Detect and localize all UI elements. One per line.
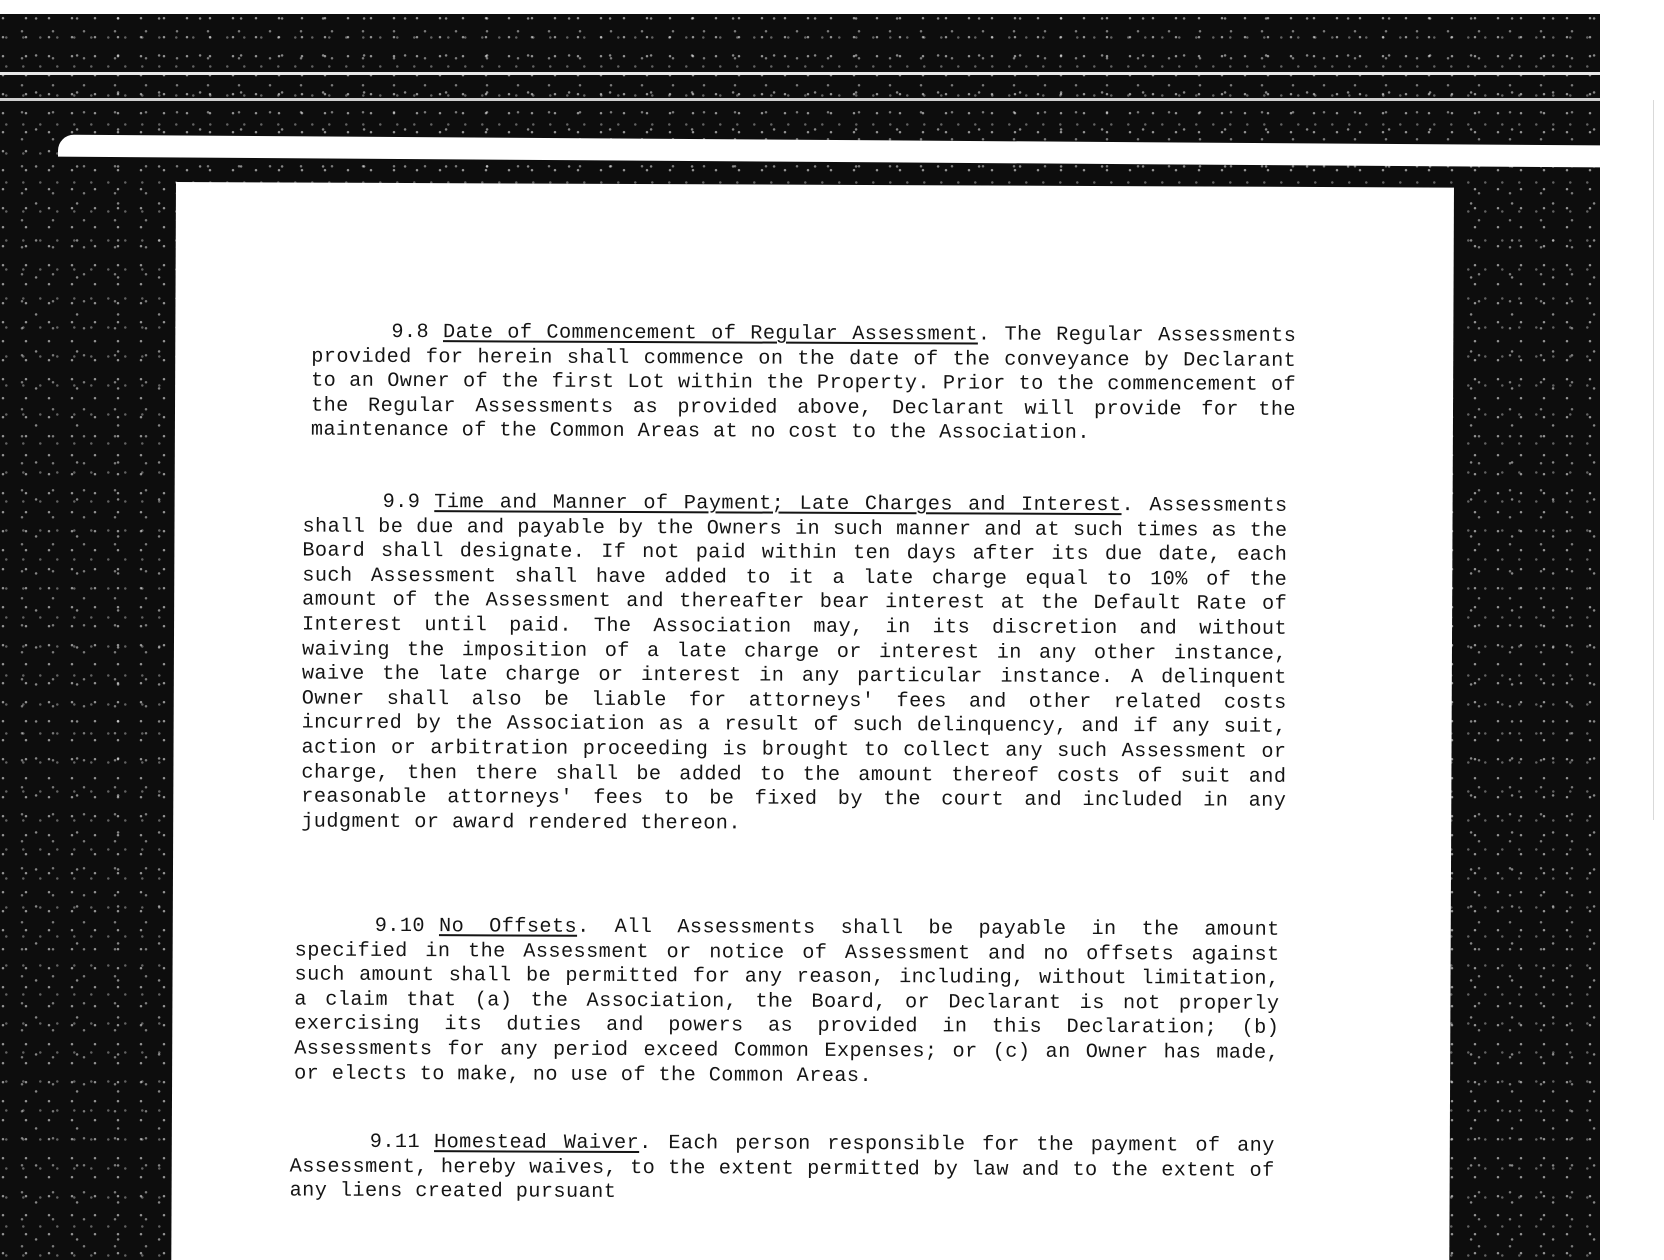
scan-edge-line <box>0 72 1600 75</box>
section-9-8 <box>311 321 1297 448</box>
section-9-11 <box>290 1131 1275 1209</box>
document-page <box>171 182 1454 1260</box>
section-heading: Date of Commencement of Regular Assessment <box>442 321 978 347</box>
scan-edge-line <box>0 98 1600 101</box>
section-body: . All Assessments shall be payable in the amount specified in the Assessment or notice of Assessment and no offsets against such amount shall be permitted for any reason, including, without limitation, a claim that (a) the Association, the Board, or Declarant is not properly exercising its duties and powers as provided in this Declaration; (b) Assessments for any period exceed Common Expenses; or (c) an Owner has made, or elects to make, no use of the Common Areas. <box>294 915 1280 1088</box>
section-heading: No Offsets <box>438 915 578 939</box>
section-heading: Homestead Waiver <box>434 1131 640 1156</box>
right-margin-strip <box>1600 0 1664 1260</box>
section-body: . Assessments shall be due and payable by the Owners in such manner and at such times as the Board shall designate. If not paid within ten days after its due date, each such Assessment shall have added to it a late charge equal to 10% of the amount of the Assessment and thereafter bear interest at the Default Rate of Interest until paid. The Association may, in its discretion and without waiving the imposition of a late charge or interest in any other instance, waive the late charge or interest in any particular instance. A delinquent Owner shall also be liable for attorneys' fees and other related costs incurred by the Association as a result of such delinquency, and if any suit, action or arbitration proceeding is brought to collect any such Assessment or charge, then there shall be added to the amount thereof costs of suit and reasonable attorneys' fees to be fixed by the court and included in any judgment or award rendered thereon. <box>301 494 1288 836</box>
margin-line <box>1653 100 1654 820</box>
section-body: . Each person responsible for the payment of any Assessment, hereby waives, to the extent permitted by law and to the extent of any liens created pursuant <box>289 1132 1275 1205</box>
section-9-10 <box>294 915 1280 1091</box>
section-number: 9.10 <box>374 914 426 939</box>
section-number: 9.9 <box>382 490 421 515</box>
section-number: 9.8 <box>391 320 430 345</box>
section-9-9 <box>301 491 1287 840</box>
section-heading: Time and Manner of Payment; Late Charges and Interest <box>434 491 1122 518</box>
section-body: . The Regular Assessments provided for herein shall commence on the date of the conveyance by Declarant to an Owner of the first Lot within the Property. Prior to the commencement of the Regular Assessments as provided above, Declarant will provide for the maintenance of the Common Areas at no cost to the Association. <box>310 323 1297 446</box>
section-number: 9.11 <box>369 1130 421 1155</box>
